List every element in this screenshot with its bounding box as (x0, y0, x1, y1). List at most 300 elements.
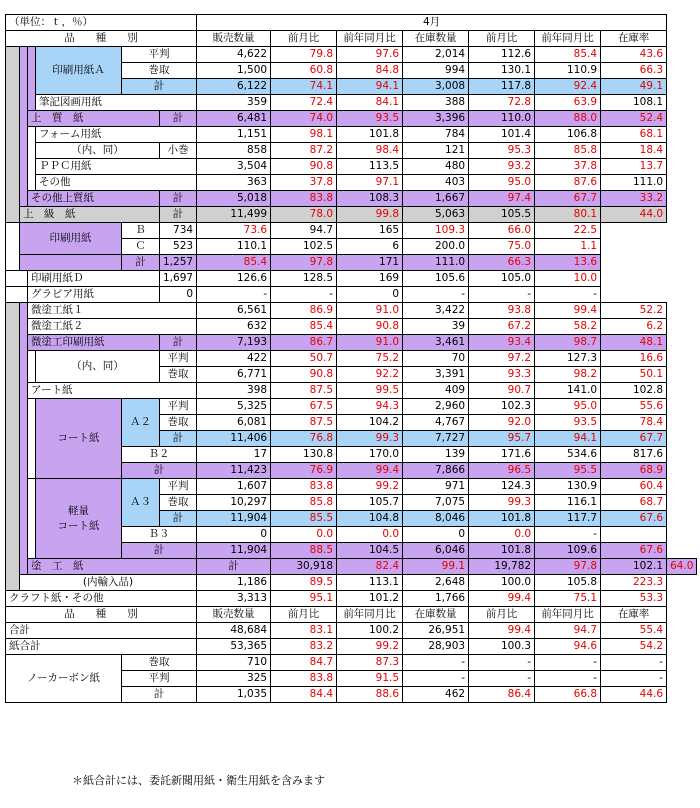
value-cell: 84.7 (271, 655, 337, 671)
value-cell: 102.1 (601, 559, 667, 575)
value-cell: 0.0 (469, 527, 535, 543)
value-cell: 3,313 (197, 591, 271, 607)
value-cell: 100.0 (469, 575, 535, 591)
value-cell: 88.0 (535, 111, 601, 127)
value-cell: 734 (160, 223, 197, 239)
value-cell: 66.3 (469, 255, 535, 271)
value-cell: 83.2 (271, 639, 337, 655)
value-cell: - (469, 287, 535, 303)
value-cell: 87.2 (271, 143, 337, 159)
value-cell: 102.8 (601, 383, 667, 399)
value-cell: 85.4 (271, 319, 337, 335)
table-row (6, 351, 697, 367)
label-cell: 平判 (160, 479, 197, 495)
column-header: 前月比 (271, 607, 337, 623)
value-cell: 139 (403, 447, 469, 463)
value-cell: 86.4 (469, 687, 535, 703)
value-cell: - (403, 287, 469, 303)
value-cell: 85.5 (271, 511, 337, 527)
label-cell (28, 47, 36, 111)
value-cell: 75.1 (535, 591, 601, 607)
label-cell (28, 127, 36, 191)
value-cell: 1,667 (403, 191, 469, 207)
value-cell: 398 (197, 383, 271, 399)
value-cell: 97.1 (337, 175, 403, 191)
value-cell: 84.1 (337, 95, 403, 111)
label-line: コート紙 (57, 519, 100, 532)
value-cell: 78.0 (271, 207, 337, 223)
value-cell: 91.0 (337, 303, 403, 319)
label-cell: 印刷用紙Ａ (36, 47, 122, 95)
value-cell: 101.8 (469, 543, 535, 559)
value-cell: 363 (197, 175, 271, 191)
footnote: ＊紙合計には、委託新聞用紙・衛生用紙を含みます (72, 774, 325, 787)
label-cell (36, 479, 122, 559)
value-cell: 124.3 (469, 479, 535, 495)
value-cell: - (271, 287, 337, 303)
label-cell: 筆記図画用紙 (36, 95, 197, 111)
value-cell: 6,481 (197, 111, 271, 127)
value-cell: 0 (160, 287, 197, 303)
label-cell: 計 (122, 79, 197, 95)
value-cell: 3,504 (197, 159, 271, 175)
value-cell: 84.8 (337, 63, 403, 79)
value-cell: 403 (403, 175, 469, 191)
value-cell: 98.2 (535, 367, 601, 383)
value-cell: - (469, 655, 535, 671)
value-cell: 11,423 (197, 463, 271, 479)
value-cell: 79.8 (271, 47, 337, 63)
value-cell: 994 (403, 63, 469, 79)
value-cell: 75.2 (337, 351, 403, 367)
value-cell: 93.8 (469, 303, 535, 319)
label-cell: Ｂ (122, 223, 160, 239)
value-cell: 4,767 (403, 415, 469, 431)
value-cell: 48.1 (601, 335, 667, 351)
value-cell: - (403, 655, 469, 671)
value-cell: 3,422 (403, 303, 469, 319)
value-cell: 1,766 (403, 591, 469, 607)
value-cell: 109.3 (403, 223, 469, 239)
table-row (6, 191, 697, 207)
value-cell: 85.4 (197, 255, 271, 271)
value-cell: 200.0 (403, 239, 469, 255)
table-row (6, 479, 697, 495)
unit-label: （単位：ｔ，％） (6, 15, 197, 31)
value-cell: 11,499 (197, 207, 271, 223)
value-cell: 127.3 (535, 351, 601, 367)
value-cell: 83.1 (271, 623, 337, 639)
label-cell: 微塗工印刷用紙 (28, 335, 160, 351)
value-cell: 33.2 (601, 191, 667, 207)
label-cell (20, 303, 28, 575)
value-cell: 462 (403, 687, 469, 703)
value-cell: 52.2 (601, 303, 667, 319)
value-cell: 64.0 (667, 559, 697, 575)
label-cell: 計 (160, 335, 197, 351)
value-cell: - (403, 671, 469, 687)
value-cell: 0 (403, 527, 469, 543)
value-cell: 94.6 (535, 639, 601, 655)
value-cell: 7,075 (403, 495, 469, 511)
label-cell: 平判 (160, 351, 197, 367)
value-cell: 1,186 (197, 575, 271, 591)
value-cell: 93.5 (535, 415, 601, 431)
table-row (6, 303, 697, 319)
value-cell: 72.4 (271, 95, 337, 111)
value-cell: 6,122 (197, 79, 271, 95)
value-cell: 48,684 (197, 623, 271, 639)
value-cell: 99.4 (469, 623, 535, 639)
value-cell: 99.5 (337, 383, 403, 399)
value-cell: 100.2 (337, 623, 403, 639)
value-cell: 99.2 (337, 479, 403, 495)
label-cell: 計 (122, 687, 197, 703)
value-cell: 523 (160, 239, 197, 255)
table-row (6, 639, 697, 655)
value-cell: 108.1 (601, 95, 667, 111)
label-cell: Ａ３ (122, 479, 160, 527)
value-cell: 93.2 (469, 159, 535, 175)
value-cell: 4,622 (197, 47, 271, 63)
table-row (6, 335, 697, 351)
column-header: 前月比 (469, 31, 535, 47)
column-header: 販売数量 (197, 607, 271, 623)
value-cell: 94.1 (535, 431, 601, 447)
value-cell: 104.5 (337, 543, 403, 559)
value-cell: 105.5 (469, 207, 535, 223)
value-cell: 97.6 (337, 47, 403, 63)
value-cell: 422 (197, 351, 271, 367)
value-cell: 710 (197, 655, 271, 671)
value-cell: 113.5 (337, 159, 403, 175)
label-cell (28, 351, 36, 383)
value-cell: 126.6 (197, 271, 271, 287)
value-cell: 3,396 (403, 111, 469, 127)
label-cell: 微塗工紙２ (28, 319, 197, 335)
value-cell: 91.0 (337, 335, 403, 351)
value-cell: 83.8 (271, 191, 337, 207)
label-cell: 平判 (122, 671, 197, 687)
value-cell: 121 (403, 143, 469, 159)
value-cell: 388 (403, 95, 469, 111)
value-cell: 66.3 (601, 63, 667, 79)
label-cell (20, 47, 28, 207)
value-cell: 171.6 (469, 447, 535, 463)
value-cell: 97.4 (469, 191, 535, 207)
label-cell: ＰＰＣ用紙 (36, 159, 197, 175)
label-cell: 平判 (122, 47, 197, 63)
value-cell: 95.1 (271, 591, 337, 607)
value-cell: 1,697 (160, 271, 197, 287)
label-cell: 計 (160, 511, 197, 527)
value-cell: 0.0 (337, 527, 403, 543)
value-cell: 76.9 (271, 463, 337, 479)
value-cell: 98.7 (535, 335, 601, 351)
table-row (6, 655, 697, 671)
value-cell: 85.4 (535, 47, 601, 63)
label-cell: 巻取 (160, 495, 197, 511)
column-header: 前年同月比 (337, 607, 403, 623)
table-row (6, 399, 697, 415)
value-cell: 66.8 (535, 687, 601, 703)
table-row (6, 559, 697, 575)
value-cell: 84.4 (271, 687, 337, 703)
table-row (6, 111, 697, 127)
value-cell: 82.4 (337, 559, 403, 575)
value-cell: 13.7 (601, 159, 667, 175)
value-cell: 7,866 (403, 463, 469, 479)
value-cell: - (197, 287, 271, 303)
label-cell: ノーカーボン紙 (6, 655, 122, 703)
value-cell: 53,365 (197, 639, 271, 655)
value-cell: 76.8 (271, 431, 337, 447)
value-cell: 67.6 (601, 511, 667, 527)
value-cell: 99.3 (469, 495, 535, 511)
column-header: 在庫数量 (403, 607, 469, 623)
value-cell: 101.4 (469, 127, 535, 143)
value-cell: 83.8 (271, 671, 337, 687)
value-cell: 10,297 (197, 495, 271, 511)
value-cell: 102.5 (271, 239, 337, 255)
value-cell: 94.1 (337, 79, 403, 95)
value-cell: - (535, 655, 601, 671)
value-cell: 68.9 (601, 463, 667, 479)
value-cell: 58.2 (535, 319, 601, 335)
label-cell: 巻取 (122, 655, 197, 671)
value-cell: 101.8 (337, 127, 403, 143)
value-cell: 94.3 (337, 399, 403, 415)
table-row (6, 47, 697, 63)
value-cell: 90.7 (469, 383, 535, 399)
label-cell: 計 (160, 191, 197, 207)
label-cell (28, 479, 36, 559)
value-cell: 91.5 (337, 671, 403, 687)
label-cell: （内、同） (36, 143, 160, 159)
table-row (6, 159, 697, 175)
label-cell: その他上質紙 (28, 191, 160, 207)
month-header: 4月 (197, 15, 667, 31)
value-cell: 89.5 (271, 575, 337, 591)
value-cell: 87.5 (271, 415, 337, 431)
value-cell: 68.7 (601, 495, 667, 511)
value-cell: 52.4 (601, 111, 667, 127)
value-cell: 70 (403, 351, 469, 367)
label-cell: 計 (197, 559, 271, 575)
value-cell: 359 (197, 95, 271, 111)
paper-statistics-table (5, 14, 697, 703)
value-cell: 67.7 (601, 431, 667, 447)
column-header: 在庫率 (601, 607, 667, 623)
label-cell (6, 223, 20, 271)
value-cell: 128.5 (271, 271, 337, 287)
value-cell: 95.0 (469, 175, 535, 191)
value-cell: 99.3 (337, 431, 403, 447)
value-cell: 5,063 (403, 207, 469, 223)
value-cell: 55.6 (601, 399, 667, 415)
value-cell: 817.6 (601, 447, 667, 463)
value-cell: 5,325 (197, 399, 271, 415)
label-cell: 計 (122, 255, 160, 271)
value-cell: 170.0 (337, 447, 403, 463)
label-cell (6, 303, 20, 591)
value-cell: - (601, 671, 667, 687)
value-cell: 66.0 (469, 223, 535, 239)
value-cell: 50.7 (271, 351, 337, 367)
value-cell: 3,391 (403, 367, 469, 383)
label-cell: 計 (160, 111, 197, 127)
value-cell: 16.6 (601, 351, 667, 367)
value-cell: 98.4 (337, 143, 403, 159)
value-cell: 55.4 (601, 623, 667, 639)
value-cell: 0 (197, 527, 271, 543)
label-cell: 巻取 (160, 367, 197, 383)
value-cell: 112.6 (469, 47, 535, 63)
value-cell: 87.3 (337, 655, 403, 671)
value-cell: 95.7 (469, 431, 535, 447)
value-cell: 68.1 (601, 127, 667, 143)
value-cell: 105.6 (403, 271, 469, 287)
value-cell: 98.1 (271, 127, 337, 143)
value-cell: 2,648 (403, 575, 469, 591)
label-cell (20, 255, 122, 271)
value-cell: 106.8 (535, 127, 601, 143)
table-row (6, 175, 697, 191)
value-cell: 19,782 (469, 559, 535, 575)
value-cell: 97.2 (469, 351, 535, 367)
label-cell (6, 287, 28, 303)
value-cell: 6,046 (403, 543, 469, 559)
value-cell: 73.6 (197, 223, 271, 239)
value-cell: 100.3 (469, 639, 535, 655)
value-cell: 169 (337, 271, 403, 287)
value-cell: 116.1 (535, 495, 601, 511)
value-cell: 2,014 (403, 47, 469, 63)
label-cell: 計 (122, 463, 197, 479)
value-cell: 130.1 (469, 63, 535, 79)
value-cell: 95.0 (535, 399, 601, 415)
header-row (6, 607, 697, 623)
column-header: 前月比 (271, 31, 337, 47)
value-cell: 54.2 (601, 639, 667, 655)
value-cell: 99.2 (337, 639, 403, 655)
value-cell: 88.5 (271, 543, 337, 559)
value-cell: 117.8 (469, 79, 535, 95)
label-cell: 計 (160, 431, 197, 447)
header-row (6, 15, 697, 31)
value-cell: 74.1 (271, 79, 337, 95)
value-cell: 105.8 (535, 575, 601, 591)
value-cell: 28,903 (403, 639, 469, 655)
value-cell: 8,046 (403, 511, 469, 527)
value-cell: 165 (337, 223, 403, 239)
value-cell: 90.8 (337, 319, 403, 335)
table-row (6, 271, 697, 287)
table-row (6, 207, 697, 223)
column-header: 前年同月比 (535, 607, 601, 623)
value-cell: 93.5 (337, 111, 403, 127)
value-cell: 75.0 (469, 239, 535, 255)
label-cell: 印刷用紙 (20, 223, 122, 255)
value-cell: 105.7 (337, 495, 403, 511)
value-cell: 784 (403, 127, 469, 143)
table-row (6, 95, 697, 111)
label-cell: 計 (122, 543, 197, 559)
value-cell: 93.3 (469, 367, 535, 383)
value-cell: 85.8 (271, 495, 337, 511)
value-cell: 113.1 (337, 575, 403, 591)
label-cell: 上 級 紙 (20, 207, 160, 223)
value-cell: 109.6 (535, 543, 601, 559)
value-cell: 94.7 (535, 623, 601, 639)
value-cell: 6,771 (197, 367, 271, 383)
value-cell: 93.4 (469, 335, 535, 351)
value-cell (601, 527, 667, 543)
value-cell: 95.3 (469, 143, 535, 159)
value-cell: 87.6 (535, 175, 601, 191)
value-cell: 632 (197, 319, 271, 335)
value-cell: 2,960 (403, 399, 469, 415)
label-cell: Ｂ２ (122, 447, 197, 463)
value-cell: 99.1 (403, 559, 469, 575)
value-cell: - (535, 527, 601, 543)
value-cell: 60.4 (601, 479, 667, 495)
value-cell: 223.3 (601, 575, 667, 591)
label-cell: （内、同） (36, 351, 160, 383)
value-cell: 104.8 (337, 511, 403, 527)
value-cell: 5,018 (197, 191, 271, 207)
value-cell: 0 (337, 287, 403, 303)
value-cell: 90.8 (271, 367, 337, 383)
value-cell: 30,918 (271, 559, 337, 575)
table-row (6, 255, 697, 271)
value-cell: 7,193 (197, 335, 271, 351)
value-cell: 22.5 (535, 223, 601, 239)
column-header: 在庫数量 (403, 31, 469, 47)
value-cell: 44.6 (601, 687, 667, 703)
value-cell: 108.3 (337, 191, 403, 207)
value-cell: 130.9 (535, 479, 601, 495)
label-cell: クラフト紙・その他 (6, 591, 197, 607)
value-cell: 67.2 (469, 319, 535, 335)
value-cell: 1.1 (535, 239, 601, 255)
label-cell: Ｂ３ (122, 527, 197, 543)
value-cell: 96.5 (469, 463, 535, 479)
value-cell: 67.5 (271, 399, 337, 415)
table-row (6, 287, 697, 303)
table-row (6, 127, 697, 143)
value-cell: 6,561 (197, 303, 271, 319)
value-cell: 117.7 (535, 511, 601, 527)
value-cell: 105.0 (469, 271, 535, 287)
value-cell: 101.8 (469, 511, 535, 527)
value-cell: 99.4 (337, 463, 403, 479)
value-cell: 92.2 (337, 367, 403, 383)
value-cell: 44.0 (601, 207, 667, 223)
label-cell: その他 (36, 175, 197, 191)
value-cell: 1,257 (160, 255, 197, 271)
value-cell: - (535, 287, 601, 303)
value-cell: 1,500 (197, 63, 271, 79)
table-row (6, 383, 697, 399)
value-cell: 11,904 (197, 511, 271, 527)
value-cell: 11,406 (197, 431, 271, 447)
value-cell: 111.0 (403, 255, 469, 271)
value-cell: 88.6 (337, 687, 403, 703)
label-cell: 塗 工 紙 (28, 559, 197, 575)
value-cell: 6,081 (197, 415, 271, 431)
value-cell: 60.8 (271, 63, 337, 79)
